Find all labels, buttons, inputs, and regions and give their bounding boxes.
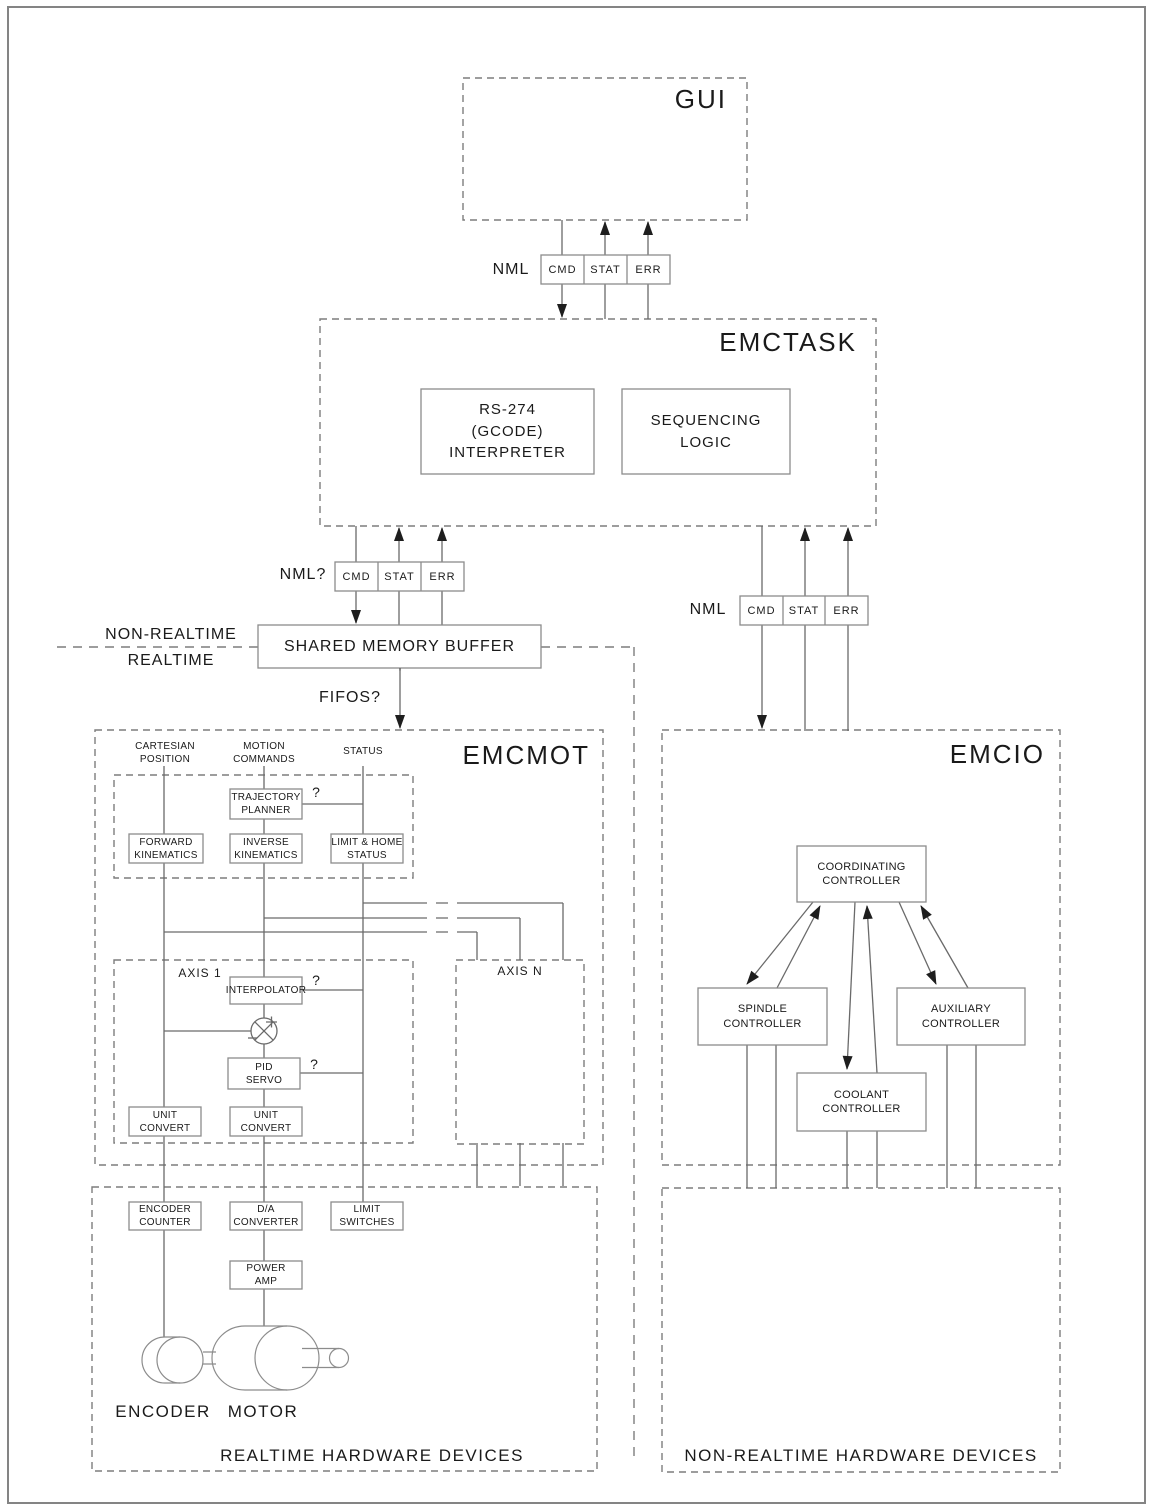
axisn-label: AXIS N [497, 964, 543, 978]
trajectory-planner-label: TRAJECTORY PLANNER [231, 792, 301, 816]
motion-commands-label: MOTION COMMANDS [233, 741, 295, 765]
pid-question: ? [310, 1056, 318, 1072]
nonrealtime-hardware-caption: NON-REALTIME HARDWARE DEVICES [684, 1446, 1038, 1465]
limit-home-status-label: LIMIT & HOME STATUS [331, 836, 403, 861]
forward-kinematics-label: FORWARD KINEMATICS [134, 836, 198, 861]
motor-shaft [302, 1349, 339, 1368]
motor-shaft-end [330, 1349, 349, 1368]
sequencing-line2: LOGIC [680, 433, 732, 451]
interpolator-label: INTERPOLATOR [225, 985, 307, 996]
da-converter-label: D/A CONVERTER [233, 1204, 299, 1228]
nml-top-cmd: CMD [548, 263, 577, 276]
nml-right-cmd: CMD [747, 604, 776, 617]
emcmot-box [95, 730, 603, 1165]
pid-servo-label: PID SERVO [245, 1061, 283, 1086]
limit-switches-label: LIMIT SWITCHES [339, 1204, 395, 1228]
coolant-controller-label: COOLANT CONTROLLER [822, 1088, 901, 1115]
coord-to-spindle-arrow [747, 902, 813, 984]
gui-title: GUI [674, 84, 727, 114]
coord-to-auxiliary-arrow [899, 902, 936, 984]
axisn-box [456, 960, 584, 1144]
trajectory-question: ? [312, 784, 320, 800]
status-label: STATUS [343, 746, 383, 757]
shared-memory-buffer-label: SHARED MEMORY BUFFER [284, 637, 515, 655]
spindle-to-coord-arrow [777, 906, 820, 988]
nml-right-err: ERR [833, 604, 860, 617]
encoder-face [157, 1337, 203, 1383]
encoder-body [142, 1337, 180, 1383]
nml-top-label: NML [492, 261, 530, 278]
encoder-motor-sketch [142, 1326, 349, 1390]
encoder-shaft [203, 1352, 216, 1364]
coord-to-coolant-arrow [847, 902, 855, 1069]
axisn-branch-3 [164, 932, 477, 960]
sequencing-logic-label [622, 389, 790, 474]
emcmot-title: EMCMOT [462, 740, 590, 770]
nonrealtime-boundary-label: NON-REALTIME [105, 626, 237, 643]
spindle-controller-label: SPINDLE CONTROLLER [723, 1003, 802, 1030]
nml-top-stat: STAT [590, 263, 621, 276]
axisn-branch-2 [264, 918, 520, 960]
inverse-kinematics-label: INVERSE KINEMATICS [234, 836, 298, 861]
realtime-boundary-label: REALTIME [127, 652, 215, 669]
power-amp-label: POWER AMP [246, 1263, 286, 1287]
unit-convert-mid-label: UNIT CONVERT [240, 1109, 292, 1134]
auxiliary-controller-label: AUXILIARY CONTROLLER [921, 1003, 1001, 1030]
nml-right-stat: STAT [788, 604, 820, 617]
emctask-title: EMCTASK [719, 327, 857, 357]
nml-left-stat: STAT [384, 570, 415, 583]
interpreter-line2: (GCODE) [471, 422, 544, 440]
axisn-branch-ellipsis [415, 903, 465, 932]
interpreter-line1: RS-274 [479, 400, 536, 418]
motor-face [255, 1326, 319, 1390]
nml-left-cmd: CMD [342, 570, 371, 583]
encoder-label: ENCODER [115, 1402, 211, 1421]
realtime-hardware-caption: REALTIME HARDWARE DEVICES [220, 1446, 524, 1465]
nml-left-label: NML? [279, 566, 327, 583]
encoder-counter-label: ENCODER COUNTER [138, 1204, 192, 1228]
axis1-label: AXIS 1 [178, 966, 222, 980]
emcio-title: EMCIO [949, 739, 1045, 769]
coordinating-controller-label: COORDINATING CONTROLLER [817, 860, 906, 887]
connection-lines [164, 220, 976, 1337]
interpreter-label [421, 389, 594, 474]
motor-body [212, 1326, 287, 1390]
sequencing-line1: SEQUENCING [650, 411, 762, 429]
summing-junction [248, 1017, 277, 1045]
nonrealtime-hardware-box [662, 1188, 1060, 1472]
coolant-to-coord-arrow [867, 906, 877, 1073]
motor-label: MOTOR [227, 1402, 299, 1421]
nml-right-label: NML [689, 601, 727, 618]
fifos-label: FIFOS? [318, 689, 381, 706]
interpolator-question: ? [312, 972, 320, 988]
nml-top-err: ERR [635, 263, 662, 276]
interpreter-line3: INTERPRETER [449, 444, 566, 462]
unit-convert-left-label: UNIT CONVERT [139, 1109, 191, 1134]
cartesian-position-label: CARTESIAN POSITION [135, 741, 195, 765]
nml-left-err: ERR [429, 570, 456, 583]
auxiliary-to-coord-arrow [921, 906, 968, 988]
